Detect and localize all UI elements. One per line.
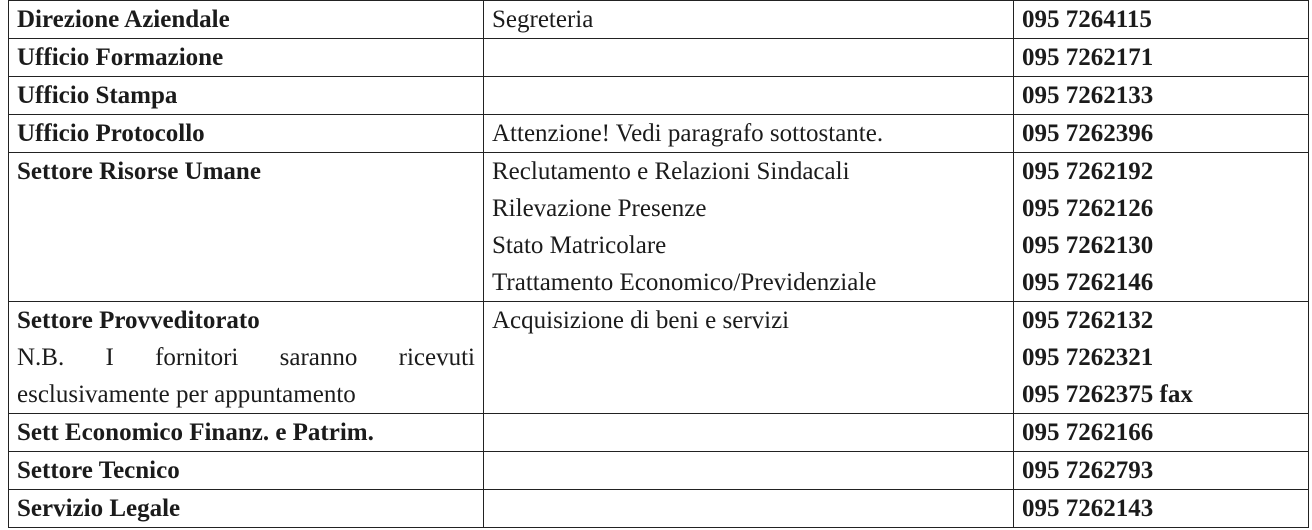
office-name-cell [9,77,484,115]
service-label: Attenzione! Vedi paragrafo sottostante. [492,120,884,147]
phone-number: 095 7262146 [1022,269,1154,296]
service-cell [484,490,1014,528]
office-name-cell [9,490,484,528]
table-row [9,452,1309,490]
phone-cell [1014,302,1309,414]
phone-number: 095 7262793 [1022,457,1154,484]
office-note: N.B. I fornitori saranno ricevuti [17,344,475,371]
phone-cell [1014,414,1309,452]
phone-number: 095 7262321 [1022,344,1154,371]
phone-number: 095 7262396 [1022,120,1154,147]
service-cell [484,153,1014,302]
service-label: Stato Matricolare [492,232,667,259]
service-cell [484,302,1014,414]
service-label: Segreteria [492,6,594,33]
table-row [9,1,1309,39]
phone-number: 095 7262132 [1022,307,1154,334]
service-cell [484,1,1014,39]
office-name-cell [9,452,484,490]
phone-cell [1014,77,1309,115]
phone-number: 095 7264115 [1022,6,1152,33]
office-directory [8,0,1308,528]
office-name: Ufficio Stampa [17,82,178,109]
table-row [9,490,1309,528]
service-label: Trattamento Economico/Previdenziale [492,269,877,296]
table-row [9,153,1309,302]
office-name-cell [9,39,484,77]
table-row [9,414,1309,452]
fax-number: 095 7262375 fax [1022,381,1193,408]
service-cell [484,452,1014,490]
table-row [9,39,1309,77]
office-name-cell [9,115,484,153]
phone-cell [1014,153,1309,302]
office-note: esclusivamente per appuntamento [17,381,356,408]
service-cell [484,39,1014,77]
office-name: Sett Economico Finanz. e Patrim. [17,419,374,446]
table-row [9,302,1309,414]
phone-number: 095 7262130 [1022,232,1154,259]
office-name-cell [9,414,484,452]
phone-cell [1014,490,1309,528]
office-name-cell [9,302,484,414]
phone-cell [1014,1,1309,39]
service-cell [484,414,1014,452]
service-cell [484,115,1014,153]
office-name: Settore Tecnico [17,457,180,484]
office-name: Settore Risorse Umane [17,158,261,185]
table-row [9,115,1309,153]
office-name: Direzione Aziendale [17,6,230,33]
phone-number: 095 7262171 [1022,44,1154,71]
office-name: Servizio Legale [17,495,181,522]
phone-number: 095 7262126 [1022,195,1154,222]
service-cell [484,77,1014,115]
table-row [9,77,1309,115]
service-label: Acquisizione di beni e servizi [492,307,790,334]
office-name: Settore Provveditorato [17,307,260,334]
office-name-cell [9,1,484,39]
phone-number: 095 7262192 [1022,158,1154,185]
service-label: Rilevazione Presenze [492,195,707,222]
directory-table [8,0,1309,528]
office-name: Ufficio Formazione [17,44,224,71]
service-label: Reclutamento e Relazioni Sindacali [492,158,850,185]
phone-cell [1014,115,1309,153]
directory-table-body [9,1,1309,528]
phone-number: 095 7262143 [1022,495,1154,522]
office-name-cell [9,153,484,302]
phone-number: 095 7262166 [1022,419,1154,446]
phone-cell [1014,39,1309,77]
office-name: Ufficio Protocollo [17,120,205,147]
phone-cell [1014,452,1309,490]
phone-number: 095 7262133 [1022,82,1154,109]
